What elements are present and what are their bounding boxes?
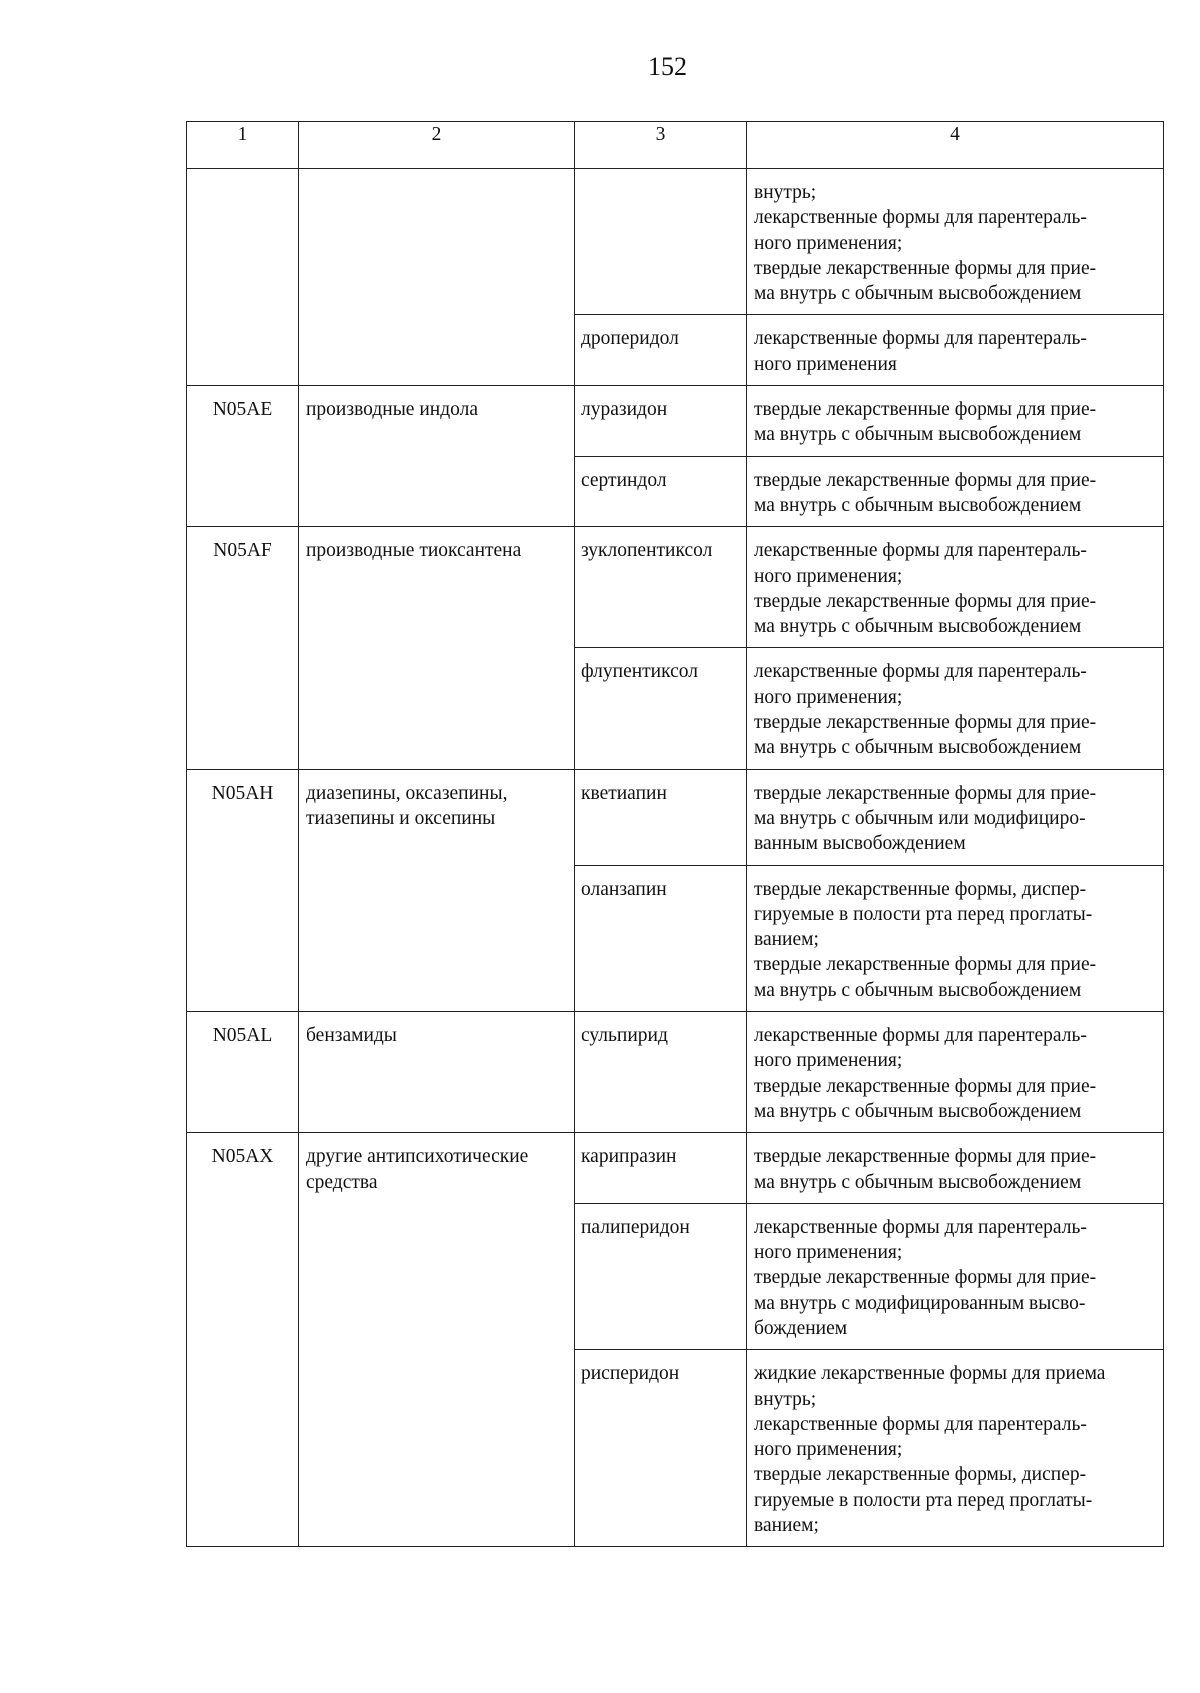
atc-code-cell: N05AF — [187, 527, 299, 769]
header-row — [187, 122, 1164, 169]
dosage-form-line: твердые лекарственные формы для прие- — [754, 257, 1097, 279]
drug-name-cell: зуклопентиксол — [575, 527, 747, 648]
dosage-form-line: твердые лекарственные формы для прие- — [754, 954, 1097, 976]
drug-name-cell: флупентиксол — [575, 648, 747, 769]
dosage-form-line: лекарственные формы для парентераль- — [754, 207, 1087, 229]
drug-name-cell: сульпирид — [575, 1012, 747, 1133]
table-row — [187, 769, 1164, 865]
medication-table — [186, 121, 1164, 1547]
dosage-form-line: ма внутрь с модифицированным высво- — [754, 1292, 1086, 1314]
dosage-form-line: ма внутрь с обычным высвобождением — [754, 979, 1082, 1001]
dosage-forms-cell — [747, 315, 1164, 386]
dosage-form-line: ного применения; — [754, 565, 903, 587]
dosage-form-line: твердые лекарственные формы, диспер- — [754, 878, 1087, 900]
dosage-form-line: лекарственные формы для парентераль- — [754, 1413, 1087, 1435]
drug-name-cell: кветиапин — [575, 769, 747, 865]
drug-name-cell: оланзапин — [575, 865, 747, 1011]
dosage-form-line: твердые лекарственные формы для прие- — [754, 782, 1097, 804]
drug-name-cell: луразидон — [575, 386, 747, 457]
drug-name-cell — [575, 169, 747, 315]
header-cell-2: 2 — [299, 122, 575, 169]
group-name-cell — [299, 527, 575, 769]
table-row — [187, 1133, 1164, 1204]
dosage-form-line: лекарственные формы для парентераль- — [754, 328, 1087, 350]
atc-code-cell: N05AL — [187, 1012, 299, 1133]
header-cell-3: 3 — [575, 122, 747, 169]
dosage-form-line: твердые лекарственные формы для прие- — [754, 469, 1097, 491]
group-name-line: производные тиоксантена — [306, 540, 522, 562]
dosage-form-line: ного применения; — [754, 686, 903, 708]
dosage-form-line: гируемые в полости рта перед проглаты- — [754, 903, 1093, 925]
atc-code-cell: N05AE — [187, 386, 299, 527]
dosage-form-line: твердые лекарственные формы для прие- — [754, 1267, 1097, 1289]
dosage-form-line: твердые лекарственные формы для прие- — [754, 399, 1097, 421]
dosage-forms-cell — [747, 1133, 1164, 1204]
dosage-form-line: ного применения; — [754, 1050, 903, 1072]
group-name-line: диазепины, оксазепины, — [306, 782, 508, 804]
dosage-form-line: ма внутрь с обычным высвобождением — [754, 616, 1082, 638]
dosage-forms-cell — [747, 1012, 1164, 1133]
drug-name-cell: палиперидон — [575, 1203, 747, 1349]
table-row — [187, 1012, 1164, 1133]
dosage-form-line: ванием; — [754, 1515, 819, 1537]
dosage-forms-cell — [747, 1350, 1164, 1547]
group-name-line: тиазепины и оксепины — [306, 807, 496, 829]
dosage-form-line: лекарственные формы для парентераль- — [754, 540, 1087, 562]
dosage-form-line: лекарственные формы для парентераль- — [754, 1025, 1087, 1047]
dosage-forms-cell — [747, 169, 1164, 315]
group-name-cell — [299, 386, 575, 527]
dosage-form-line: внутрь; — [754, 182, 817, 203]
table-row — [187, 527, 1164, 648]
group-name-cell — [299, 769, 575, 1011]
header-cell-4: 4 — [747, 122, 1164, 169]
atc-code-cell: N05AX — [187, 1133, 299, 1547]
group-name-line: производные индола — [306, 399, 478, 421]
drug-name-cell: рисперидон — [575, 1350, 747, 1547]
dosage-form-line: внутрь; — [754, 1388, 817, 1410]
dosage-form-line: твердые лекарственные формы для прие- — [754, 590, 1097, 612]
group-name-line: средства — [306, 1171, 378, 1193]
dosage-forms-cell — [747, 386, 1164, 457]
dosage-form-line: ма внутрь с обычным высвобождением — [754, 1171, 1082, 1193]
dosage-forms-cell — [747, 527, 1164, 648]
table-row — [187, 169, 1164, 315]
dosage-form-line: твердые лекарственные формы для прие- — [754, 1146, 1097, 1168]
group-name-cell — [299, 1012, 575, 1133]
dosage-form-line: ванным высвобождением — [754, 833, 966, 855]
dosage-form-line: ма внутрь с обычным высвобождением — [754, 494, 1082, 516]
dosage-form-line: ного применения; — [754, 1439, 903, 1461]
page-number: 152 — [648, 52, 687, 81]
dosage-form-line: ма внутрь с обычным высвобождением — [754, 737, 1082, 759]
group-name-cell — [299, 169, 575, 386]
dosage-form-line: лекарственные формы для парентераль- — [754, 661, 1087, 683]
dosage-form-line: ма внутрь с обычным высвобождением — [754, 424, 1082, 446]
drug-name-cell: карипразин — [575, 1133, 747, 1204]
table-row — [187, 386, 1164, 457]
dosage-form-line: гируемые в полости рта перед проглаты- — [754, 1489, 1093, 1511]
dosage-forms-cell — [747, 648, 1164, 769]
group-name-line: бензамиды — [306, 1025, 397, 1047]
dosage-form-line: жидкие лекарственные формы для приема — [754, 1363, 1106, 1385]
atc-code-cell: N05AH — [187, 769, 299, 1011]
dosage-form-line: твердые лекарственные формы, диспер- — [754, 1464, 1087, 1486]
header-cell-1: 1 — [187, 122, 299, 169]
dosage-form-line: бождением — [754, 1317, 848, 1339]
dosage-form-line: ного применения; — [754, 1242, 903, 1264]
dosage-forms-cell — [747, 769, 1164, 865]
dosage-forms-cell — [747, 456, 1164, 527]
atc-code-cell — [187, 169, 299, 386]
dosage-form-line: ма внутрь с обычным высвобождением — [754, 283, 1082, 305]
group-name-line: другие антипсихотические — [306, 1146, 529, 1168]
dosage-form-line: ма внутрь с обычным или модифициро- — [754, 807, 1086, 829]
dosage-forms-cell — [747, 865, 1164, 1011]
group-name-cell — [299, 1133, 575, 1547]
dosage-form-line: твердые лекарственные формы для прие- — [754, 1075, 1097, 1097]
dosage-form-line: ного применения; — [754, 232, 903, 254]
drug-name-cell: сертиндол — [575, 456, 747, 527]
dosage-form-line: ма внутрь с обычным высвобождением — [754, 1100, 1082, 1122]
dosage-form-line: лекарственные формы для парентераль- — [754, 1216, 1087, 1238]
dosage-form-line: ного применения — [754, 353, 897, 375]
dosage-form-line: ванием; — [754, 929, 819, 951]
dosage-forms-cell — [747, 1203, 1164, 1349]
drug-name-cell: дроперидол — [575, 315, 747, 386]
dosage-form-line: твердые лекарственные формы для прие- — [754, 712, 1097, 734]
